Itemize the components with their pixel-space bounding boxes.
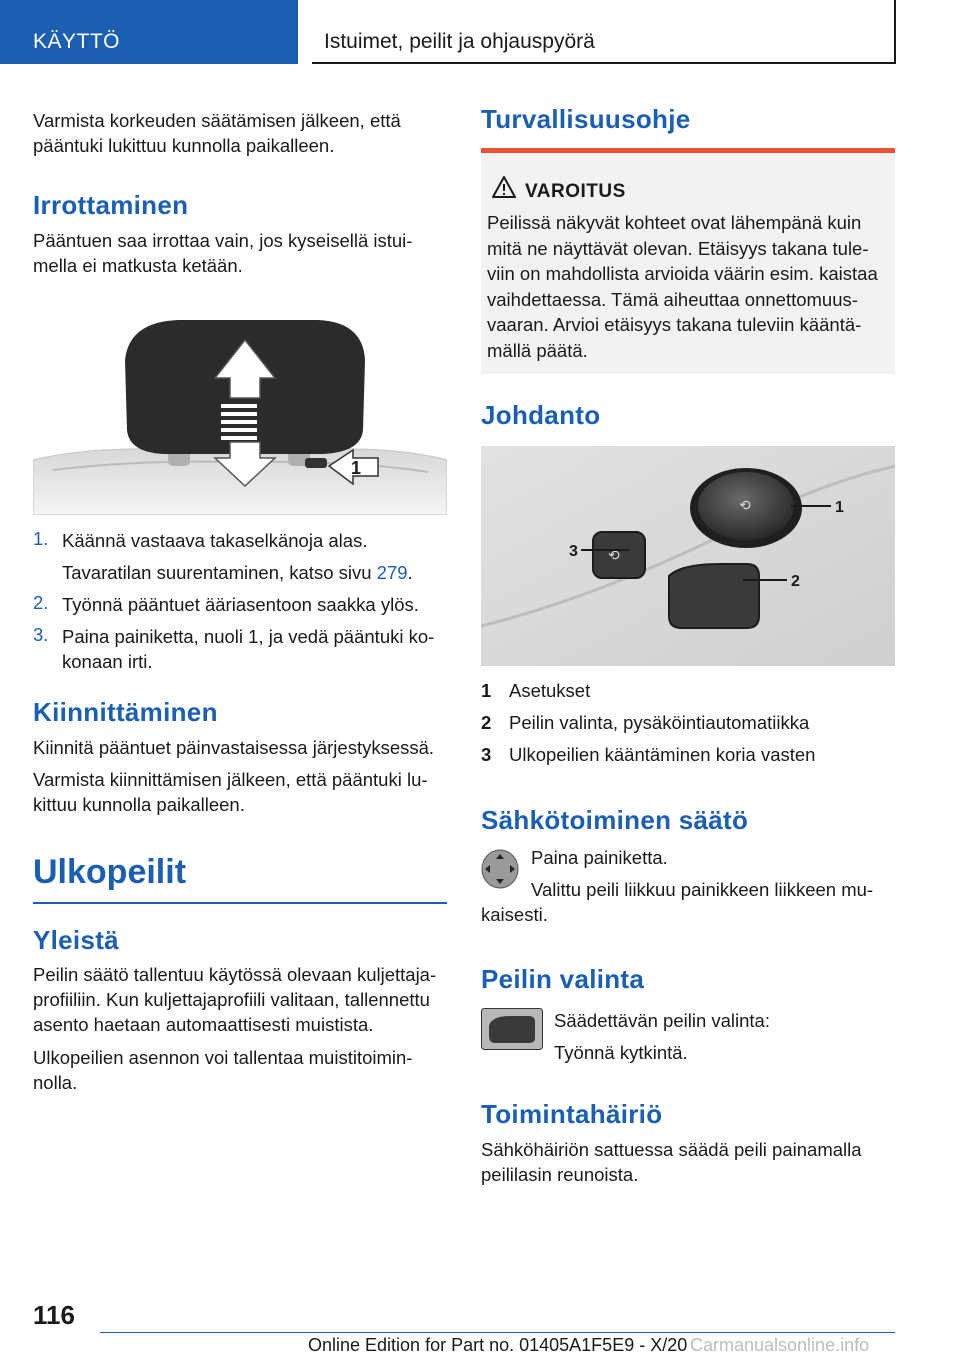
step-number: 3. (33, 624, 49, 645)
kiinnittaminen-paragraph-1: Kiinnitä pääntuet päinvastaisessa järjestyksessä. (33, 737, 435, 758)
irrottaminen-paragraph: Pääntuen saa irrottaa vain, jos kyseisellä istuimella ei matkusta ketään. (33, 230, 413, 276)
heading-johdanto: Johdanto (481, 400, 601, 430)
callout-3-label: 3 (569, 543, 578, 560)
heading-kiinnittaminen: Kiinnittäminen (33, 697, 218, 727)
heading-peilin-valinta: Peilin valinta (481, 964, 645, 994)
legend-number: 1 (481, 680, 492, 701)
page-link[interactable]: 279 (376, 562, 408, 583)
mirror-select-switch-icon (481, 1008, 543, 1050)
mirror-select-switch (669, 564, 759, 628)
step-text: Paina painiketta, nuoli 1, ja vedä pääntuki kokonaan irti. (62, 626, 435, 672)
heading-toimintahairio: Toimintahäiriö (481, 1099, 663, 1129)
heading-turvallisuusohje: Turvallisuusohje (481, 104, 691, 134)
step-text: Työnnä pääntuet ääriasentoon saakka ylös. (62, 594, 419, 615)
footer-edition: Online Edition for Part no. 01405A1F5E9 - X/20 (308, 1335, 688, 1355)
sahko-line-2: Valittu peili liikkuu painikkeen liikkeen mukaisesti. (481, 879, 874, 925)
step-number: 1. (33, 528, 49, 549)
legend-text: Peilin valinta, pysäköintiautomatiikka (509, 712, 810, 733)
legend-number: 3 (481, 744, 492, 765)
fold-icon: ⟲ (608, 548, 620, 564)
kiinnittaminen-paragraph-2: Varmista kiinnittämisen jälkeen, että pääntuki lukittuu kunnolla paikalleen. (33, 769, 428, 815)
legend-text: Asetukset (509, 680, 591, 701)
header-section-tab (0, 0, 298, 64)
arrow-stripe (221, 412, 257, 416)
warning-box (481, 148, 895, 374)
door-panel (481, 446, 895, 666)
warning-icon (491, 175, 517, 199)
mirror-controls-figure (481, 446, 895, 666)
headrest-figure (33, 310, 447, 515)
warning-title: VAROITUS (525, 181, 626, 202)
arrow-stripe (221, 436, 257, 440)
list-item (33, 528, 447, 588)
page-number: 116 (33, 1300, 75, 1330)
callout-1-label: 1 (351, 458, 362, 478)
sahko-line-1: Paina painiketta. (531, 847, 668, 868)
step-text: Käännä vastaava takaselkänoja alas. (62, 530, 368, 551)
legend-number: 2 (481, 712, 492, 733)
peilin-valinta-line-1: Säädettävän peilin valinta: (554, 1010, 770, 1031)
arrow-stripe (221, 428, 257, 432)
footer-rule (100, 1332, 895, 1333)
peilin-valinta-line-2: Työnnä kytkintä. (554, 1042, 688, 1063)
header-section-label: KÄYTTÖ (33, 30, 121, 53)
yleista-paragraph-1: Peilin säätö tallentuu käytössä olevaan kuljettajaprofiiliin. Kun kuljettajaprofiili valitaan, tallennettu asento haetaan automaattisesti muistista. (33, 964, 437, 1035)
arrow-stripe (221, 404, 257, 408)
warning-text: Peilissä näkyvät kohteet ovat lähempänä kuin mitä ne näyttävät olevan. Etäisyys takana tuleviin on mahdollista arvioida väärin esim. kaistaa vaihdettaessa. Tämä aiheuttaa onnettomuusvaaran. Arvioi etäisyys takana tuleviin kääntämällä päätä. (487, 212, 878, 361)
intro-paragraph: Varmista korkeuden säätämisen jälkeen, että pääntuki lukittuu kunnolla paikalleen. (33, 110, 401, 156)
heading-sahkotoiminen: Sähkötoiminen säätö (481, 805, 749, 835)
heading-ulkopeilit: Ulkopeilit (33, 853, 447, 904)
callout-1-label: 1 (835, 499, 844, 516)
header-chapter-label: Istuimet, peilit ja ohjauspyörä (324, 30, 595, 53)
arrow-stripe (221, 420, 257, 424)
footer-watermark: Carmanualsonline.info (690, 1335, 870, 1355)
callout-2-label: 2 (791, 573, 800, 590)
heading-irrottaminen: Irrottaminen (33, 190, 189, 220)
legend-text: Ulkopeilien kääntäminen koria vasten (509, 744, 816, 765)
heading-yleista: Yleistä (33, 925, 119, 955)
step-number: 2. (33, 592, 49, 613)
step-subtext: Tavaratilan suurentaminen, katso sivu 279. (62, 562, 413, 583)
yleista-paragraph-2: Ulkopeilien asennon voi tallentaa muistitoiminnolla. (33, 1047, 413, 1093)
toimintahairio-paragraph: Sähköhäiriön sattuessa säädä peili painamalla peililasin reunoista. (481, 1139, 862, 1185)
release-button (305, 458, 327, 468)
header-chapter-box (312, 0, 896, 64)
mirror-icon: ⟲ (739, 498, 751, 514)
